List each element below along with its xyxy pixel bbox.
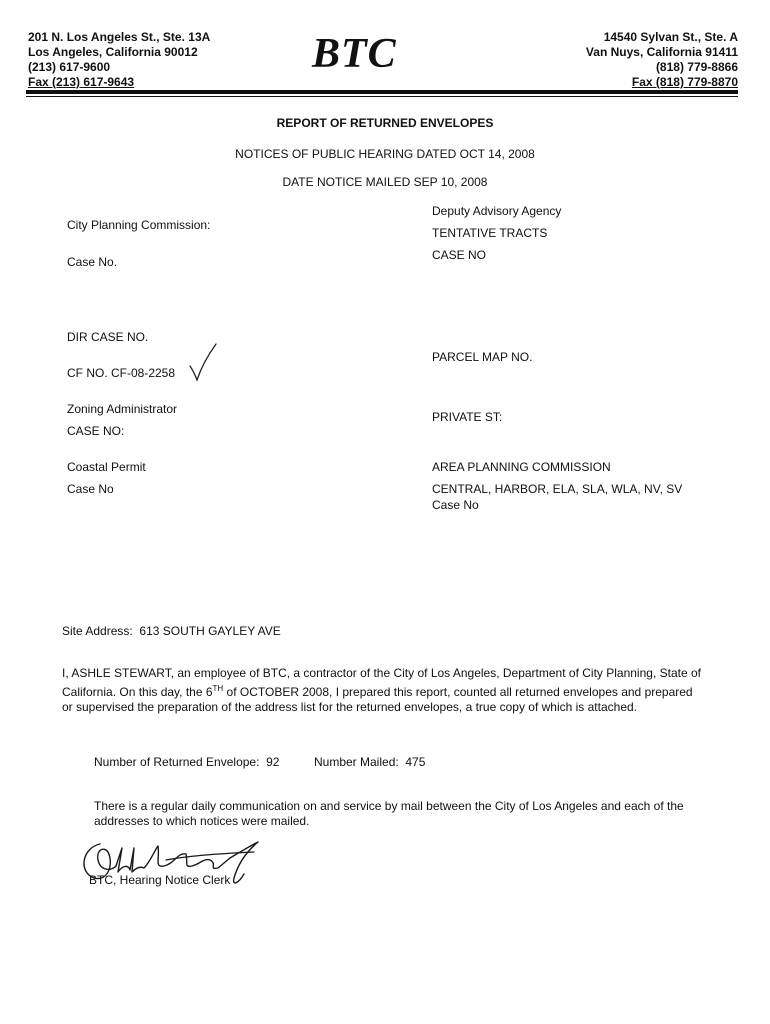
header-divider-thin (26, 96, 738, 97)
address-line: 14540 Sylvan St., Ste. A (603, 30, 738, 44)
mailed-label: Number Mailed: (314, 755, 399, 769)
tentative-tracts-label: TENTATIVE TRACTS (432, 226, 548, 240)
coastal-case-no-label: Case No (67, 482, 114, 496)
statement-part-1: I, ASHLE STEWART, an employee of BTC, a contractor of the City of Los Angeles, Department of City Planning, State of California. On this day, the 6 (62, 666, 701, 699)
returned-envelopes-count (94, 755, 279, 770)
address-line: 201 N. Los Angeles St., Ste. 13A (28, 30, 211, 44)
phone-line: (818) 779-8866 (655, 60, 738, 74)
zoning-case-no-label: CASE NO: (67, 424, 125, 438)
site-address-label: Site Address: (62, 624, 133, 638)
signature-title: BTC, Hearing Notice Clerk (89, 873, 231, 887)
area-case-no-label: Case No (432, 498, 479, 512)
statement-superscript: TH (212, 684, 224, 693)
header-left-address (28, 30, 210, 90)
tentative-case-no-label: CASE NO (432, 248, 487, 262)
header-right-address (586, 30, 738, 90)
zoning-administrator-label: Zoning Administrator (67, 402, 178, 416)
fax-line: Fax (818) 779-8870 (631, 75, 738, 89)
case-no-label: Case No. (67, 255, 118, 269)
coastal-permit-label: Coastal Permit (67, 460, 146, 474)
area-planning-commission-label: AREA PLANNING COMMISSION (432, 460, 611, 474)
phone-line: (213) 617-9600 (28, 60, 111, 74)
notices-date: NOTICES OF PUBLIC HEARING DATED OCT 14, 2008 (235, 147, 535, 161)
returned-value: 92 (266, 755, 280, 769)
statement-part-2: of OCTOBER 2008, I prepared this report, counted all returned envelopes and prepared or supervised the preparation of the address list for the returned envelopes, a true copy of which is attached. (62, 685, 693, 714)
communication-statement: There is a regular daily communication on and service by mail between the City of Los Angeles and each of the addresses to which notices were mailed. (94, 799, 684, 828)
returned-label: Number of Returned Envelope: (94, 755, 260, 769)
report-title: REPORT OF RETURNED ENVELOPES (276, 116, 494, 130)
employee-statement (62, 666, 702, 715)
cf-no-label: CF NO. CF-08-2258 (67, 366, 176, 380)
company-logo: BTC (312, 31, 397, 77)
header-divider (26, 90, 738, 94)
site-address (62, 624, 281, 639)
parcel-map-no-label: PARCEL MAP NO. (432, 350, 533, 364)
city-planning-commission-label: City Planning Commission: (67, 218, 211, 232)
dir-case-no-label: DIR CASE NO. (67, 330, 149, 344)
fax-line: Fax (213) 617-9643 (28, 75, 135, 89)
mailed-count (314, 755, 425, 770)
site-address-value: 613 SOUTH GAYLEY AVE (139, 624, 281, 638)
address-line: Van Nuys, California 91411 (585, 45, 738, 59)
handwritten-checkmark-icon (188, 342, 218, 384)
deputy-advisory-agency-label: Deputy Advisory Agency (432, 204, 562, 218)
private-st-label: PRIVATE ST: (432, 410, 503, 424)
regions-label: CENTRAL, HARBOR, ELA, SLA, WLA, NV, SV (432, 482, 683, 496)
mailed-date: DATE NOTICE MAILED SEP 10, 2008 (282, 175, 488, 189)
mailed-value: 475 (405, 755, 426, 769)
address-line: Los Angeles, California 90012 (28, 45, 198, 59)
